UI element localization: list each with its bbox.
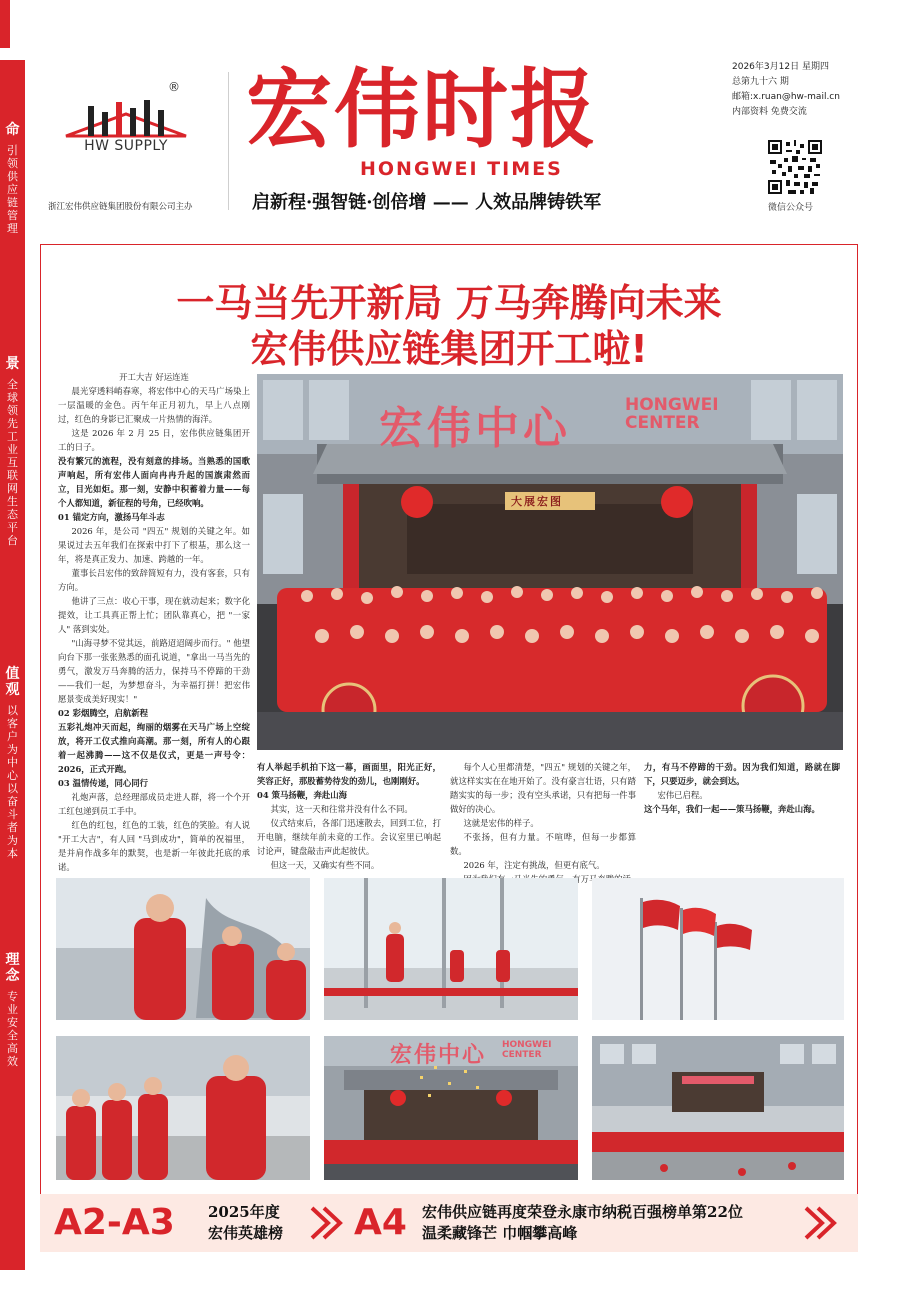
masthead-slogan: 启新程·强智链·创倍增 —— 人效品牌铸铁军 [252,192,602,213]
article-paragraph: 这个马年，我们一起——策马扬鞭，奔赴山海。 [644,804,820,814]
side-key: 命 [5,122,20,138]
article-paragraph: 董事长吕宏伟的致辞简短有力，没有客套，只有方向。 [58,568,250,592]
article-paragraph: 01 锚定方向，激扬马年斗志 [58,512,165,522]
registered-mark: ® [168,80,180,94]
article-paragraph: 力，有马不停蹄的干劲。因为我们知道，路就在脚下，只要迈步，就会到达。 [644,762,840,786]
article-paragraph: "山海寻梦不觉其远，前路迢迢阔步而行。" 他望向台下那一张张熟悉的面孔说道，"拿出一马当先的勇气，激发万马奔腾的活力，保持马不停蹄的干劲——我们一起，为梦想奋斗，为幸福打拼！把宏伟愿景变成美好现实！" [58,638,250,704]
building-sign: 宏伟中心 [379,403,571,454]
wechat-qr-code-icon[interactable] [768,140,822,194]
photo-red-envelopes [56,1036,310,1180]
side-text: 全球领先工业互联网生态平台 [7,378,18,547]
side-group-mission [0,122,25,235]
teaser-right-line2[interactable]: 温柔藏锋芒 巾帼攀高峰 [422,1224,578,1242]
chevron-right-icon [804,1206,840,1240]
bottom-teaser-banner [40,1194,858,1252]
photo-speaker [56,878,310,1020]
article-column-2 [257,760,441,870]
masthead-title: 宏伟时报 [246,59,598,160]
article-headline: 一马当先开新局 万马奔腾向未来 [176,281,722,325]
side-text: 引领供应链管理 [7,144,18,235]
building-sign-small: 宏伟中心 [390,1042,487,1068]
article-paragraph: 不张扬，但有力量。不喧哗，但每一步都算数。 [450,832,636,856]
publisher-host: 浙江宏伟供应链集团股份有限公司主办 [48,202,193,212]
article-paragraph: 没有繁冗的流程，没有刻意的排场。当熟悉的国歌声响起，所有宏伟人面向冉冉升起的国旗肃然而立，目光如炬。那一刻，安静中积蓄着力量——每个人都知道，新征程的号角，已经吹响。 [58,456,250,508]
article-paragraph: 2026 年，注定有挑战，但更有底气。 [463,860,605,870]
issue-info [732,60,882,120]
article-subheadline: 宏伟供应链集团开工啦! [250,327,648,371]
teaser-right-line1[interactable]: 宏伟供应链再度荣登永康市纳税百强榜单第22位 [422,1203,743,1221]
masthead-divider [228,72,229,210]
issue-number: 总第九十六 期 [732,77,789,87]
chevron-right-icon [310,1206,346,1240]
side-group-philosophy [0,952,25,1068]
logo-text: HW SUPPLY [84,138,168,154]
article-paragraph: 仪式结束后，各部门迅速散去，回到工位，打开电脑，继续年前未竟的工作。会议室里已响起讨论声，键盘敲击声此起彼伏。 [257,818,441,856]
article-column-3 [450,760,636,870]
issue-distribution: 内部资料 免费交流 [732,107,807,117]
side-key: 值观 [5,666,20,698]
side-group-vision [0,356,25,547]
article-paragraph: 03 温情传递，同心同行 [58,778,148,788]
building-sign-en [625,396,719,432]
side-key: 理念 [5,952,20,984]
side-text: 以客户为中心 以奋斗者为本 [7,704,18,860]
sign-en-line1: HONGWEI [625,395,719,415]
article-paragraph: 02 彩烟腾空，启航新程 [58,708,148,718]
top-red-tab [0,0,10,48]
article-paragraph: 晨光穿透料峭春寒，将宏伟中心的天马广场染上一层温暖的金色。丙午年正月初九，早上八点刚过，红色的身影已汇聚成一片热情的海洋。 [58,386,250,424]
side-group-values [0,666,25,860]
article-paragraph: 有人举起手机拍下这一幕，画面里，阳光正好，笑容正好，那股蓄势待发的劲儿，也刚刚好。 [257,762,441,786]
article-paragraph: 宏伟已启程。 [657,790,708,800]
main-group-photo [257,374,843,750]
building-sign-small-en [502,1040,552,1060]
side-key: 景 [5,356,20,372]
page-ref-a4[interactable]: A4 [354,1202,407,1243]
article-paragraph: 开工大吉 好运连连 [119,372,189,382]
photo-flag-raising [324,878,578,1020]
side-text: 专业 安全 高效 [7,990,18,1068]
article-paragraph: 04 策马扬鞭，奔赴山海 [257,790,347,800]
article-paragraph: 这就是宏伟的样子。 [463,818,539,828]
teaser-left-line1[interactable]: 2025年度 [208,1203,280,1221]
door-plaque: 大展宏图 [511,495,563,508]
issue-date: 2026年3月12日 星期四 [732,62,829,72]
article-paragraph: 红色的红包，红色的工装，红色的笑脸。有人说 "开工大吉"，有人回 "马到成功"，简单的祝福里，是并肩作战多年的默契，也是新一年彼此托底的承诺。 [58,820,250,872]
sign-en-line2: CENTER [625,413,700,433]
article-paragraph: 五彩礼炮冲天而起，绚丽的烟雾在天马广场上空绽放，将开工仪式推向高潮。那一刻，所有人的心跟着一起沸腾——这不仅是仪式，更是一声号令：2026，正式开跑。 [58,722,250,774]
photo-confetti-ceremony [324,1036,578,1180]
masthead-english-title: HONGWEI TIMES [360,158,563,180]
article-column-4 [644,760,840,870]
article-paragraph: 但这一天，又确实有些不同。 [270,860,380,870]
article-column-1 [58,370,250,870]
side-values-strip [0,60,25,1270]
sign-en-line1: HONGWEI [502,1040,552,1050]
issue-email[interactable]: 邮箱:x.ruan@hw-mail.cn [732,92,840,102]
teaser-left-line2[interactable]: 宏伟英雄榜 [208,1224,284,1242]
article-paragraph: 其实，这一天和往常并没有什么不同。 [270,804,413,814]
article-paragraph: 每个人心里都清楚，"四五" 规划的关键之年，就这样实实在在地开始了。没有豪言壮语，只有踏踏实实的每一步；没有空头承诺，只有把每一件事做好的决心。 [450,762,636,814]
article-paragraph: 礼炮声落，总经理部成员走进人群，将一个个开工红包递到员工手中。 [58,792,250,816]
article-paragraph: 2026 年，是公司 "四五" 规划的关键之年。如果说过去五年我们在探索中打下了根基，那么这一年，将是真正发力、加速、跨越的一年。 [58,526,250,564]
article-paragraph: 这是 2026 年 2 月 25 日，宏伟供应链集团开工的日子。 [58,428,250,452]
sign-en-line2: CENTER [502,1050,542,1060]
photo-plaza-crowd [592,1036,844,1180]
qr-label: 微信公众号 [768,203,814,213]
article-paragraph: 他讲了三点：收心干事，现在就动起来；数字化提效，让工具真正帮上忙；团队靠真心，把 "一家人" 落到实处。 [58,596,250,634]
photo-flags [592,878,844,1020]
page-ref-a2-a3[interactable]: A2-A3 [54,1202,175,1243]
